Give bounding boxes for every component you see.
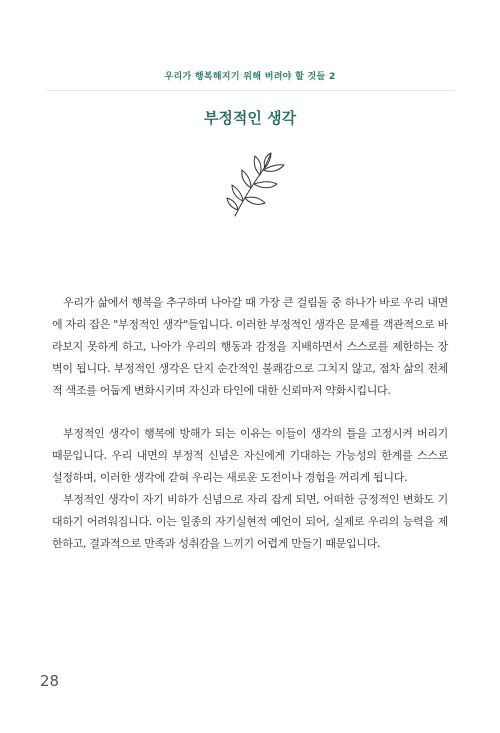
page-number: 28 xyxy=(40,672,60,690)
section-title: 부정적인 생각 xyxy=(203,109,297,127)
paragraph: 부정적인 생각이 자기 비하가 신념으로 자리 잡게 되면, 어떠한 긍정적인 변화도 기대하기 어려워집니다. 이는 일종의 자기실현적 예언이 되어, 실제로 우리의 능력을 제한하고, 결과적으로 만족과 성취감을 느끼기 어렵게 만들기 때문입니다. xyxy=(52,493,448,550)
paragraph: 우리가 삶에서 행복을 추구하며 나아갈 때 가장 큰 걸림돌 중 하나가 바로 우리 내면에 자리 잡은 "부정적인 생각"들입니다. 이러한 부정적인 생각은 문제를 객관적으로 바라보지 못하게 하고, 나아가 우리의 행동과 감정을 지배하면서 스스로를 제한하는 장벽이 됩니다. 부정적인 생각은 단지 순간적인 불쾌감으로 그치지 않고, 점차 삶의 전체적 색조를 어둡게 변화시키며 자신과 타인에 대한 신뢰마저 약화시킵니다. xyxy=(52,296,448,397)
body-text xyxy=(52,292,448,555)
header-divider xyxy=(46,90,454,91)
paragraph: 부정적인 생각이 행복에 방해가 되는 이유는 이들이 생각의 틀을 고정시켜 버리기 때문입니다. 우리 내면의 부정적 신념은 자신에게 기대하는 가능성의 한계를 스스로 설정하며, 이러한 생각에 갇혀 우리는 새로운 도전이나 경험을 꺼리게 됩니다. xyxy=(52,427,448,485)
leaf-sprig-icon xyxy=(205,148,295,220)
running-header: 우리가 행복해지기 위해 버려야 할 것들 2 xyxy=(164,72,336,82)
